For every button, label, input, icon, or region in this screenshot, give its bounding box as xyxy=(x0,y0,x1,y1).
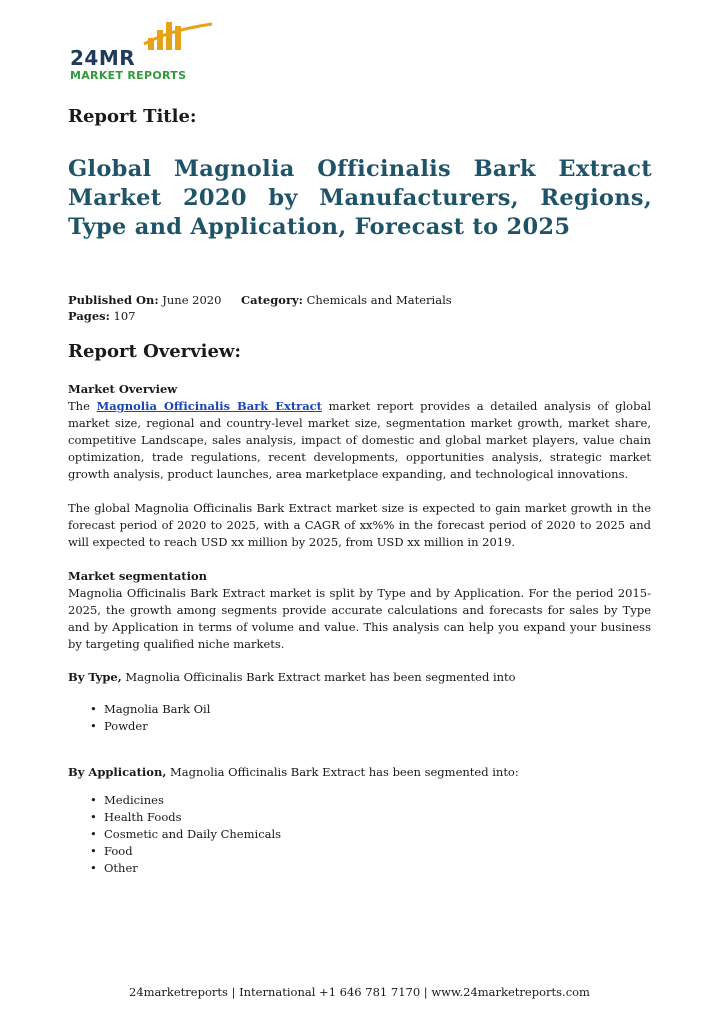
logo-wordmark: 24MR xyxy=(70,46,136,70)
list-item: • Food xyxy=(68,843,281,860)
segmentation-paragraph: Magnolia Officinalis Bark Extract market is split by Type and by Application. For the period 2015-2025, the growth among segments provide accurate calculations and forecasts for sales by Type and by Application in terms of volume and value. This analysis can help you expand your business by targeting qualified niche markets. xyxy=(68,586,651,651)
overview-text: market report provides a detailed analysis of global market size, regional and country-level market size, segmentation market growth, market share, competitive Landscape, sales analysis, impact of domestic and global market players, value chain optimization, trade regulations, recent developments, opportunities analysis, strategic market growth analysis, product launches, area marketplace expanding, and technological innovations. xyxy=(68,399,651,481)
overview-prefix: The xyxy=(68,399,90,413)
list-item: • Medicines xyxy=(68,792,281,809)
by-application-intro xyxy=(68,764,651,781)
application-list xyxy=(68,792,281,877)
list-item: • Other xyxy=(68,860,281,877)
segmentation-heading: Market segmentation xyxy=(68,569,207,583)
growth-section xyxy=(68,500,651,551)
pages-row xyxy=(68,308,221,324)
list-item: • Cosmetic and Daily Chemicals xyxy=(68,826,281,843)
published-row xyxy=(68,292,221,308)
published-value: June 2020 xyxy=(162,293,222,307)
pages-value: 107 xyxy=(113,309,136,323)
category-row xyxy=(241,292,452,308)
page-footer: 24marketreports | International +1 646 781 7170 | www.24marketreports.com xyxy=(129,985,590,999)
product-link[interactable]: Magnolia Officinalis Bark Extract xyxy=(96,399,322,413)
logo-subtitle: MARKET REPORTS xyxy=(70,69,187,82)
market-overview-heading: Market Overview xyxy=(68,382,178,396)
category-label: Category: xyxy=(241,293,303,307)
by-type-intro xyxy=(68,669,651,686)
market-overview-paragraph xyxy=(68,398,651,483)
by-application-label: By Application, xyxy=(68,765,167,779)
list-item: • Magnolia Bark Oil xyxy=(68,701,210,718)
type-list xyxy=(68,701,210,735)
company-logo xyxy=(70,22,220,82)
report-overview-heading: Report Overview: xyxy=(68,341,242,362)
by-application-text: Magnolia Officinalis Bark Extract has been segmented into: xyxy=(169,765,519,779)
report-meta xyxy=(68,292,452,324)
by-type-label: By Type, xyxy=(68,670,122,684)
pages-label: Pages: xyxy=(68,309,110,323)
list-item: • Health Foods xyxy=(68,809,281,826)
growth-paragraph: The global Magnolia Officinalis Bark Extract market size is expected to gain market growth in the forecast period of 2020 to 2025, with a CAGR of xx%% in the forecast period of 2020 to 2025 and will expected to reach USD xx million by 2025, from USD xx million in 2019. xyxy=(68,501,651,549)
category-value: Chemicals and Materials xyxy=(306,293,452,307)
by-type-text: Magnolia Officinalis Bark Extract market has been segmented into xyxy=(125,670,516,684)
published-label: Published On: xyxy=(68,293,159,307)
page-title: Global Magnolia Officinalis Bark Extract Market 2020 by Manufacturers, Regions, Type and Application, Forecast to 2025 xyxy=(68,156,652,240)
segmentation-section xyxy=(68,568,651,653)
market-overview-section xyxy=(68,381,651,483)
report-title-label: Report Title: xyxy=(68,106,197,127)
list-item: • Powder xyxy=(68,718,210,735)
